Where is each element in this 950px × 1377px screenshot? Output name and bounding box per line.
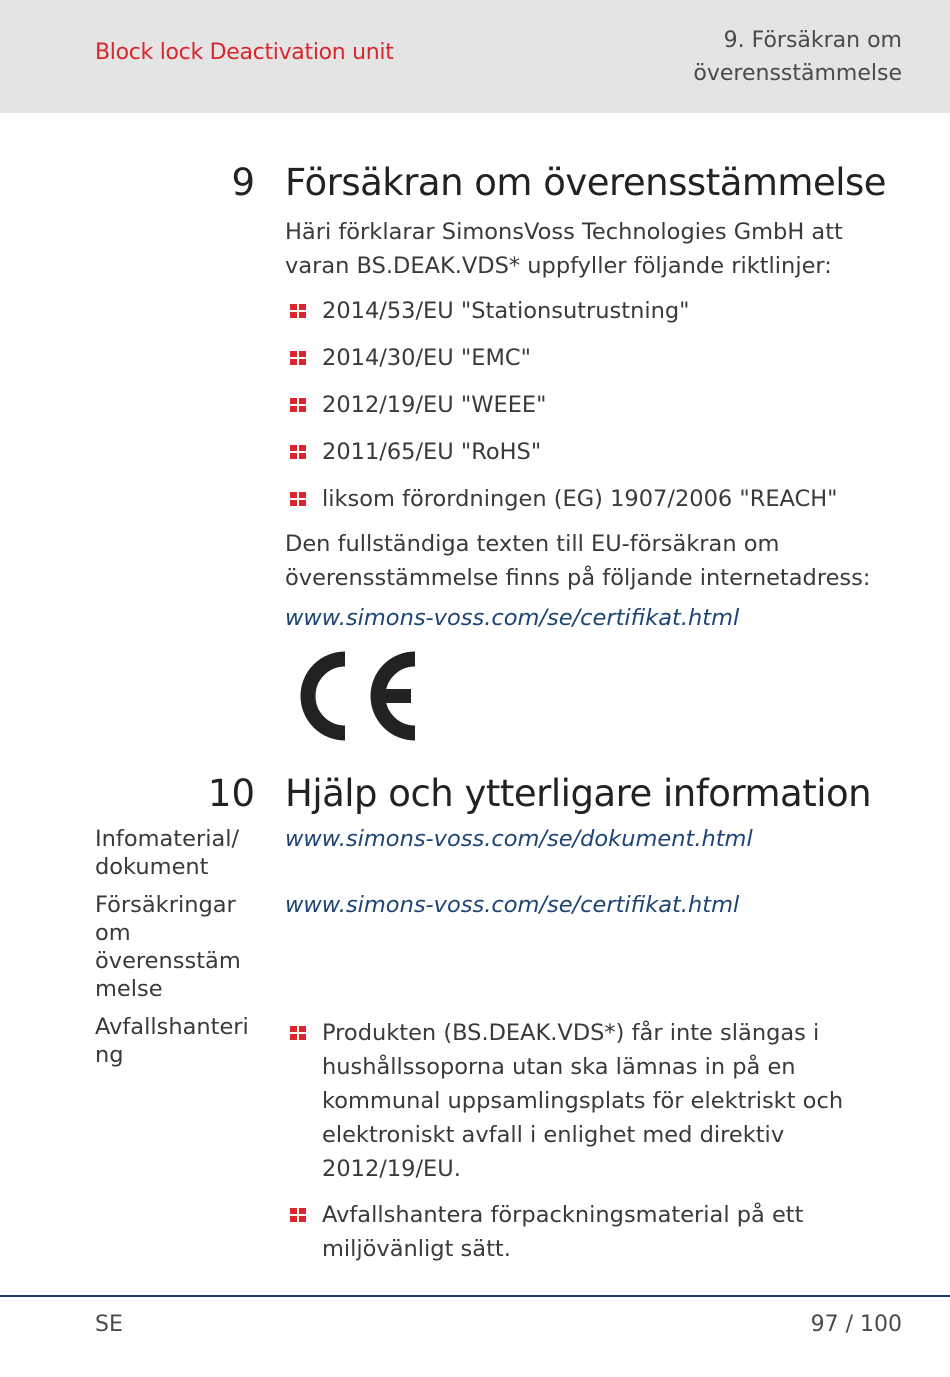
declarations-label-text: Försäkringar om överensstäm melse — [95, 892, 241, 1002]
list-item-text: 2014/30/EU "EMC" — [322, 345, 531, 371]
declarations-label — [95, 891, 260, 1003]
section-10-number: 10 — [207, 772, 255, 815]
list-item — [285, 1198, 885, 1266]
list-item-text: Avfallshantera förpackningsmaterial på ett miljövänligt sätt. — [322, 1202, 804, 1262]
directive-list — [285, 294, 895, 516]
info-material-label-text: Infomaterial/ dokument — [95, 826, 240, 880]
list-item — [285, 294, 895, 328]
red-square-bullet-icon — [290, 398, 306, 414]
list-item-text: Produkten (BS.DEAK.VDS*) får inte slängas i hushållssoporna utan ska lämnas in på en kommunal uppsamlingsplats för elektriskt och elektroniskt avfall i enlighet med direktiv 2012/19/EU. — [322, 1020, 844, 1182]
red-square-bullet-icon — [290, 492, 306, 508]
documents-link[interactable]: www.simons-voss.com/se/dokument.html — [285, 826, 753, 852]
list-item — [285, 388, 895, 422]
declarations-link[interactable]: www.simons-voss.com/se/certifikat.html — [285, 892, 740, 918]
chapter-reference — [602, 24, 902, 90]
footer-divider — [0, 1295, 950, 1297]
list-item-text: 2011/65/EU "RoHS" — [322, 439, 542, 465]
info-material-label — [95, 825, 260, 881]
red-square-bullet-icon — [290, 1026, 306, 1042]
section-9-number: 9 — [231, 161, 255, 204]
section-9-intro: Häri förklarar SimonsVoss Technologies GmbH att varan BS.DEAK.VDS* uppfyller följande riktlinjer: — [285, 219, 843, 279]
chapter-reference-line2: överensstämmelse — [693, 61, 902, 86]
list-item-text: 2012/19/EU "WEEE" — [322, 392, 547, 418]
section-10-title: Hjälp och ytterligare information — [285, 772, 872, 815]
list-item-text: 2014/53/EU "Stationsutrustning" — [322, 298, 690, 324]
page-number: 97 / 100 — [810, 1312, 902, 1337]
list-item — [285, 435, 895, 469]
list-item — [285, 341, 895, 375]
disposal-label — [95, 1013, 260, 1069]
section-9-title: Försäkran om överensstämmelse — [285, 161, 887, 204]
footer-language: SE — [95, 1312, 123, 1337]
disposal-label-text: Avfallshanteri ng — [95, 1014, 249, 1068]
red-square-bullet-icon — [290, 304, 306, 320]
list-item-text: liksom förordningen (EG) 1907/2006 "REACH" — [322, 486, 838, 512]
red-square-bullet-icon — [290, 1208, 306, 1224]
list-item — [285, 482, 895, 516]
document-title: Block lock Deactivation unit — [95, 40, 394, 65]
declaration-fulltext-note: Den fullständiga texten till EU-försäkran om överensstämmelse finns på följande internetadress: — [285, 531, 871, 591]
chapter-reference-line1: 9. Försäkran om — [723, 28, 902, 53]
ce-mark-icon — [285, 648, 420, 744]
list-item — [285, 1016, 885, 1186]
disposal-list — [285, 1016, 885, 1266]
red-square-bullet-icon — [290, 445, 306, 461]
page-header — [0, 0, 950, 113]
certificate-link[interactable]: www.simons-voss.com/se/certifikat.html — [285, 605, 740, 631]
red-square-bullet-icon — [290, 351, 306, 367]
